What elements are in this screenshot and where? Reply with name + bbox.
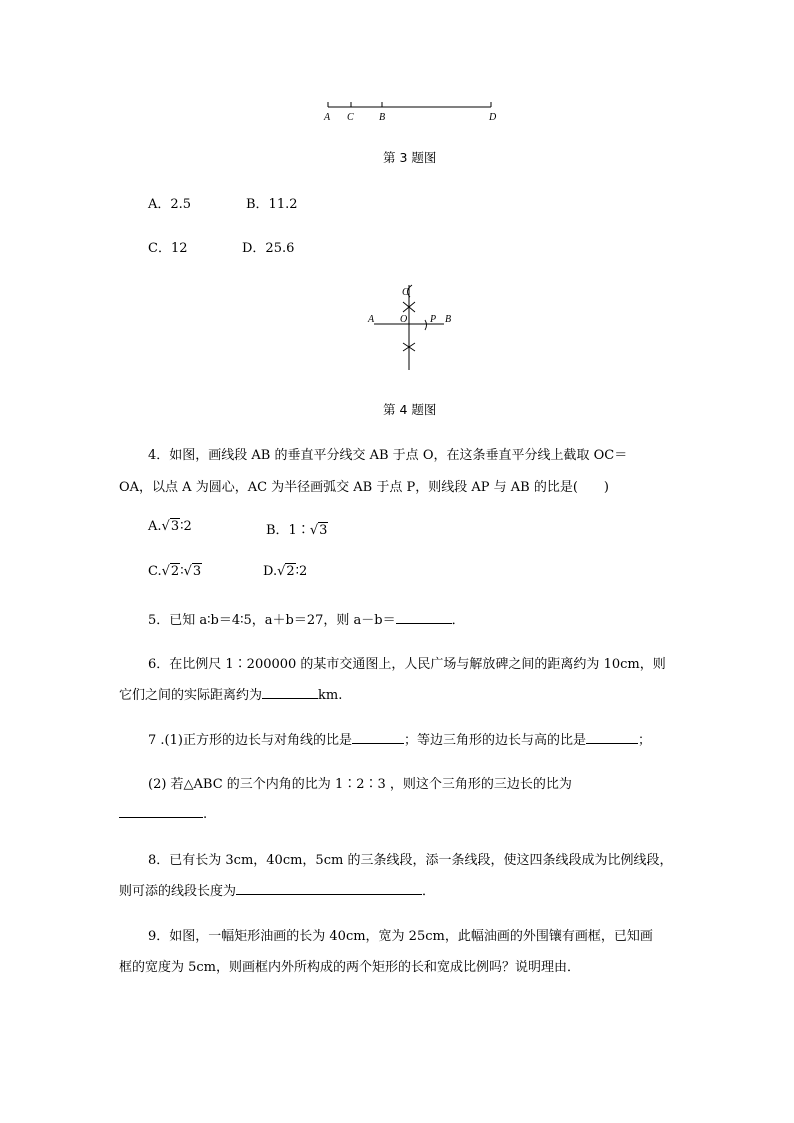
q7-part-1-mid: ；等边三角形的边长与高的比是 [403, 733, 586, 748]
q4-option-c-radicand-1: 2 [170, 564, 180, 579]
q7-part-2-answer [119, 805, 207, 822]
q8-answer-blank[interactable] [236, 882, 422, 895]
q6-answer-blank[interactable] [262, 686, 318, 699]
q6-line-2-pre: 它们之间的实际距离约为 [119, 688, 263, 703]
q3-option-b: B．11.2 [246, 197, 298, 212]
q7-answer-blank-2[interactable] [586, 731, 638, 744]
q4-option-d-suffix: ∶2 [295, 564, 308, 579]
q7-part-2-end: . [203, 807, 208, 822]
figure-4-construction [360, 280, 470, 375]
fig4-label-a: A [368, 314, 375, 325]
q7-part-1-end: ； [637, 733, 651, 748]
q3-option-d: D．25.6 [242, 241, 295, 256]
q9-line-2: 框的宽度为 5cm，则画框内外所构成的两个矩形的长和宽成比例吗？说明理由． [119, 960, 581, 975]
sqrt-icon: √3 [161, 519, 180, 534]
fig3-label-d: D [489, 112, 497, 123]
figure-3-caption: 第 3 题图 [383, 150, 437, 165]
q4-option-c-mid: ∶ [180, 564, 184, 579]
figure-4-caption: 第 4 题图 [383, 402, 437, 417]
q5-line [148, 609, 465, 628]
q8-line-1: 8．已有长为 3cm，40cm，5cm 的三条线段，添一条线段，使这四条线段成为比例线段， [148, 853, 673, 868]
fig3-label-c: C [347, 112, 354, 123]
q4-option-a-suffix: ∶2 [180, 519, 192, 534]
q4-option-b-prefix: B．1∶ [266, 523, 310, 538]
q4-line-2: OA，以点 A 为圆心，AC 为半径画弧交 AB 于点 P，则线段 AP 与 AB 的比是( ) [119, 480, 610, 495]
q8-line-2 [119, 880, 435, 899]
q4-option-c-radicand-2: 3 [192, 564, 202, 579]
q6-line-2 [119, 684, 342, 703]
fig4-label-o: O [400, 314, 408, 325]
q3-option-a: A．2.5 [148, 197, 192, 212]
sqrt-icon: √3 [309, 523, 328, 538]
fig3-label-a: A [324, 112, 331, 123]
q6-line-2-post: km. [318, 688, 343, 703]
q7-part-1 [148, 729, 651, 748]
sqrt-icon: √2 [161, 564, 180, 579]
q6-line-1: 6．在比例尺 1∶200000 的某市交通图上，人民广场与解放碑之间的距离约为 10cm，则 [148, 657, 666, 672]
q7-part-1-pre: 7 .(1)正方形的边长与对角线的比是 [148, 733, 352, 748]
q7-answer-blank-3[interactable] [119, 805, 203, 818]
sqrt-icon: √2 [277, 564, 295, 579]
q9-line-1: 9．如图，一幅矩形油画的长为 40cm，宽为 25cm，此幅油画的外围镶有画框，已知画 [148, 929, 653, 944]
fig4-label-p: P [430, 314, 437, 325]
q8-line-2-end: ． [422, 884, 436, 899]
q4-option-b-radicand: 3 [319, 523, 328, 538]
sqrt-icon: √3 [183, 564, 202, 579]
q4-option-d-prefix: D. [263, 564, 278, 579]
q8-line-2-pre: 则可添的线段长度为 [119, 884, 237, 899]
q4-option-c-prefix: C. [148, 564, 162, 579]
q5-end: ． [451, 613, 465, 628]
q3-option-c: C．12 [148, 241, 188, 256]
q4-option-a-radicand: 3 [170, 519, 180, 534]
q4-option-d [263, 564, 307, 579]
q5-text: 5．已知 a∶b＝4∶5，a＋b＝27，则 a－b＝ [148, 613, 396, 628]
fig4-label-b: B [445, 314, 452, 325]
fig3-label-b: B [379, 112, 386, 123]
q4-option-a-prefix: A. [148, 519, 162, 534]
q5-answer-blank[interactable] [396, 611, 452, 624]
fig4-label-c: C [402, 287, 409, 298]
q4-option-a [148, 519, 192, 534]
q4-line-1: 4．如图，画线段 AB 的垂直平分线交 AB 于点 O，在这条垂直平分线上截取 OC＝ [148, 448, 628, 463]
q4-option-c [148, 564, 202, 579]
q7-part-2: (2) 若△ABC 的三个内角的比为 1∶2∶3 ，则这个三角形的三边长的比为 [148, 777, 572, 792]
q4-option-b [266, 519, 328, 538]
q7-answer-blank-1[interactable] [352, 731, 404, 744]
q4-option-d-radicand: 2 [286, 564, 295, 579]
figure-3-segment [318, 96, 508, 126]
